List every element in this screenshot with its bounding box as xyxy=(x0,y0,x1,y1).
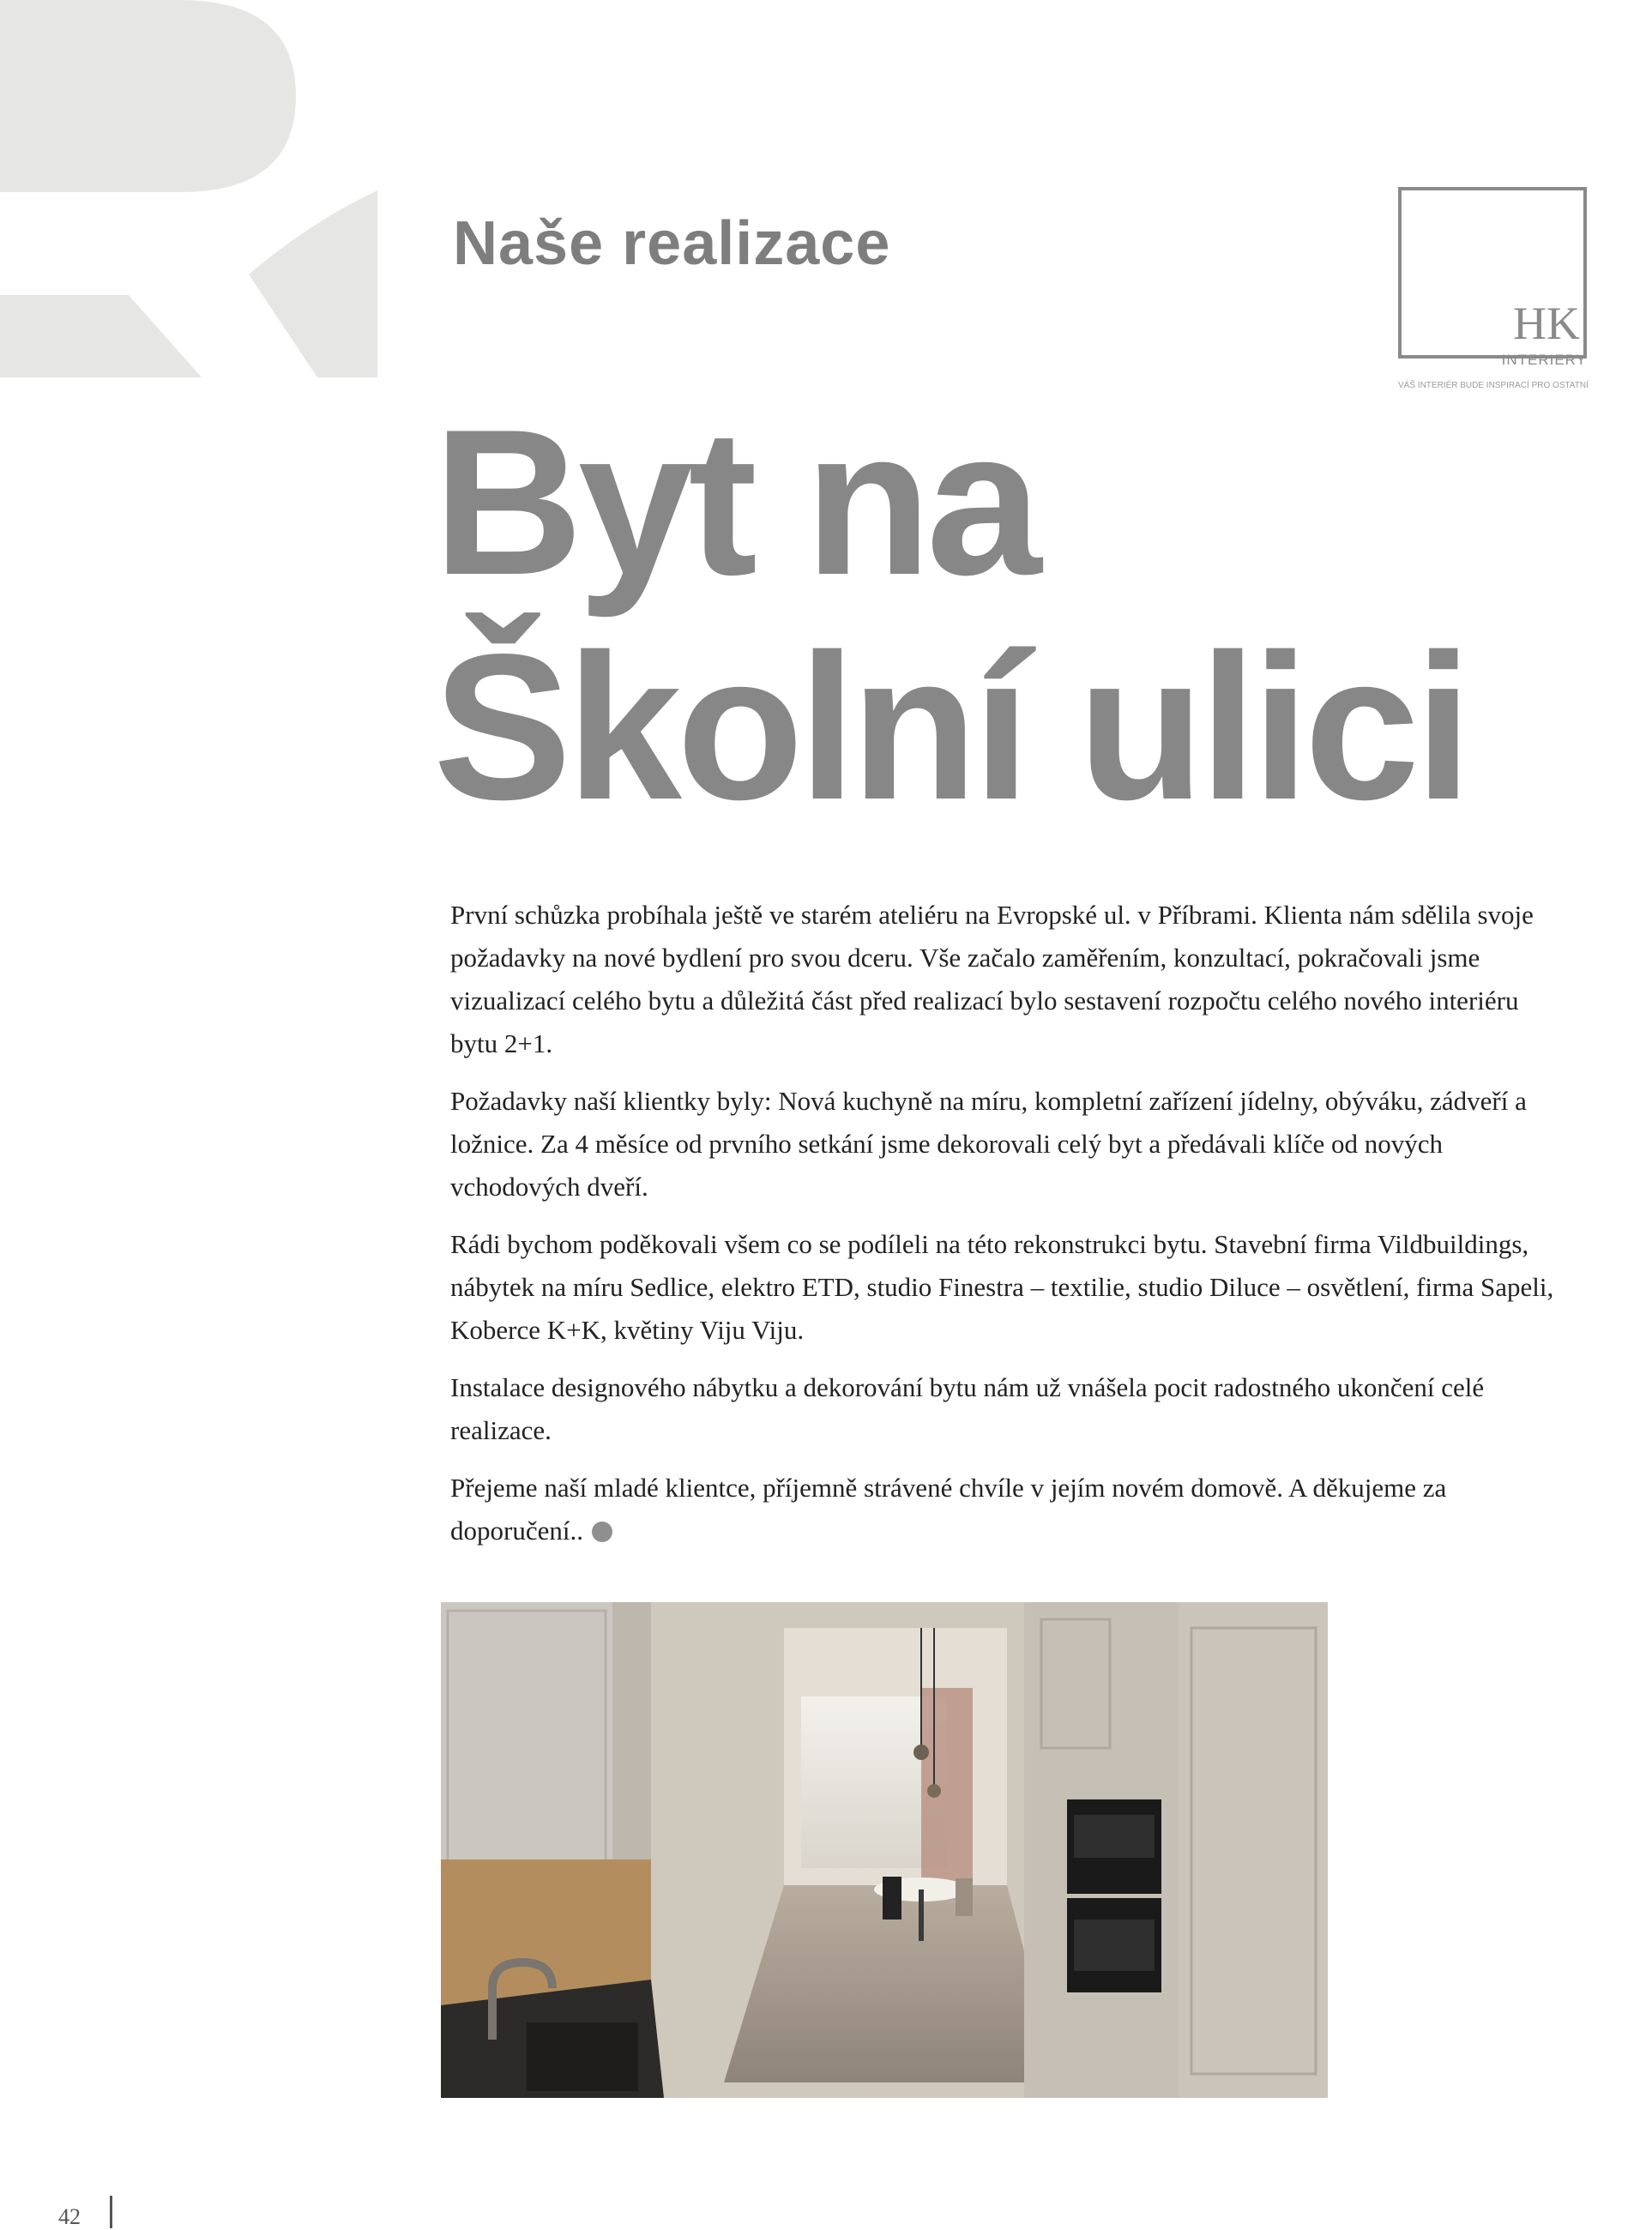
decorative-letter-r xyxy=(0,0,377,377)
kitchen-photo-illustration xyxy=(441,1602,1328,2098)
article-paragraph-3: Rádi bychom poděkovali všem co se podíleli na této rekonstrukci bytu. Stavební firma Vildbuildings, nábytek na míru Sedlice, elektro ETD, studio Finestra – textilie, studio Diluce – osvětlení, firma Sapeli, Koberce K+K, květiny Viju Viju. xyxy=(450,1229,1554,1345)
article-paragraph-5-text: Přejeme naší mladé klientce, příjemně strávené chvíle v jejím novém domově. A děkujeme za doporučení.. xyxy=(450,1473,1447,1546)
logo-mark: HK xyxy=(1513,298,1580,349)
hk-interiery-logo xyxy=(1398,187,1595,401)
logo-name: INTERIERY xyxy=(1501,352,1587,368)
article-title-line-2: Školní ulici xyxy=(433,612,1468,843)
article-body xyxy=(450,894,1565,1567)
article-paragraph-4: Instalace designového nábytku a dekorování bytu nám už vnášela pocit radostného ukončení celé realizace. xyxy=(450,1372,1485,1445)
end-of-article-dot-icon xyxy=(592,1522,612,1542)
page-number: 42 xyxy=(58,2204,81,2229)
kitchen-interior-photo xyxy=(441,1602,1328,2098)
page-number-divider xyxy=(110,2196,112,2228)
article-title xyxy=(433,387,1468,843)
article-paragraph-1: První schůzka probíhala ještě ve starém ateliéru na Evropské ul. v Příbrami. Klienta nám sdělila svoje požadavky na nové bydlení pro svou dceru. Vše začalo zaměřením, konzultací, pokračovali jsme vizualizací celého bytu a důležitá část před realizací bylo sestavení rozpočtu celého nového interiéru bytu 2+1. xyxy=(450,900,1534,1058)
section-title: Naše realizace xyxy=(453,209,891,278)
article-title-line-1: Byt na xyxy=(433,387,1037,618)
article-paragraph-2: Požadavky naší klientky byly: Nová kuchyně na míru, kompletní zařízení jídelny, obýváku, zádveří a ložnice. Za 4 měsíce od prvního setkání jsme dekorovali celý byt a předávali klíče od nových vchodových dveří. xyxy=(450,1086,1527,1202)
article-paragraph-5 xyxy=(450,1467,1565,1552)
logo-tagline: VÁŠ INTERIÉR BUDE INSPIRACÍ PRO OSTATNÍ xyxy=(1398,381,1589,390)
